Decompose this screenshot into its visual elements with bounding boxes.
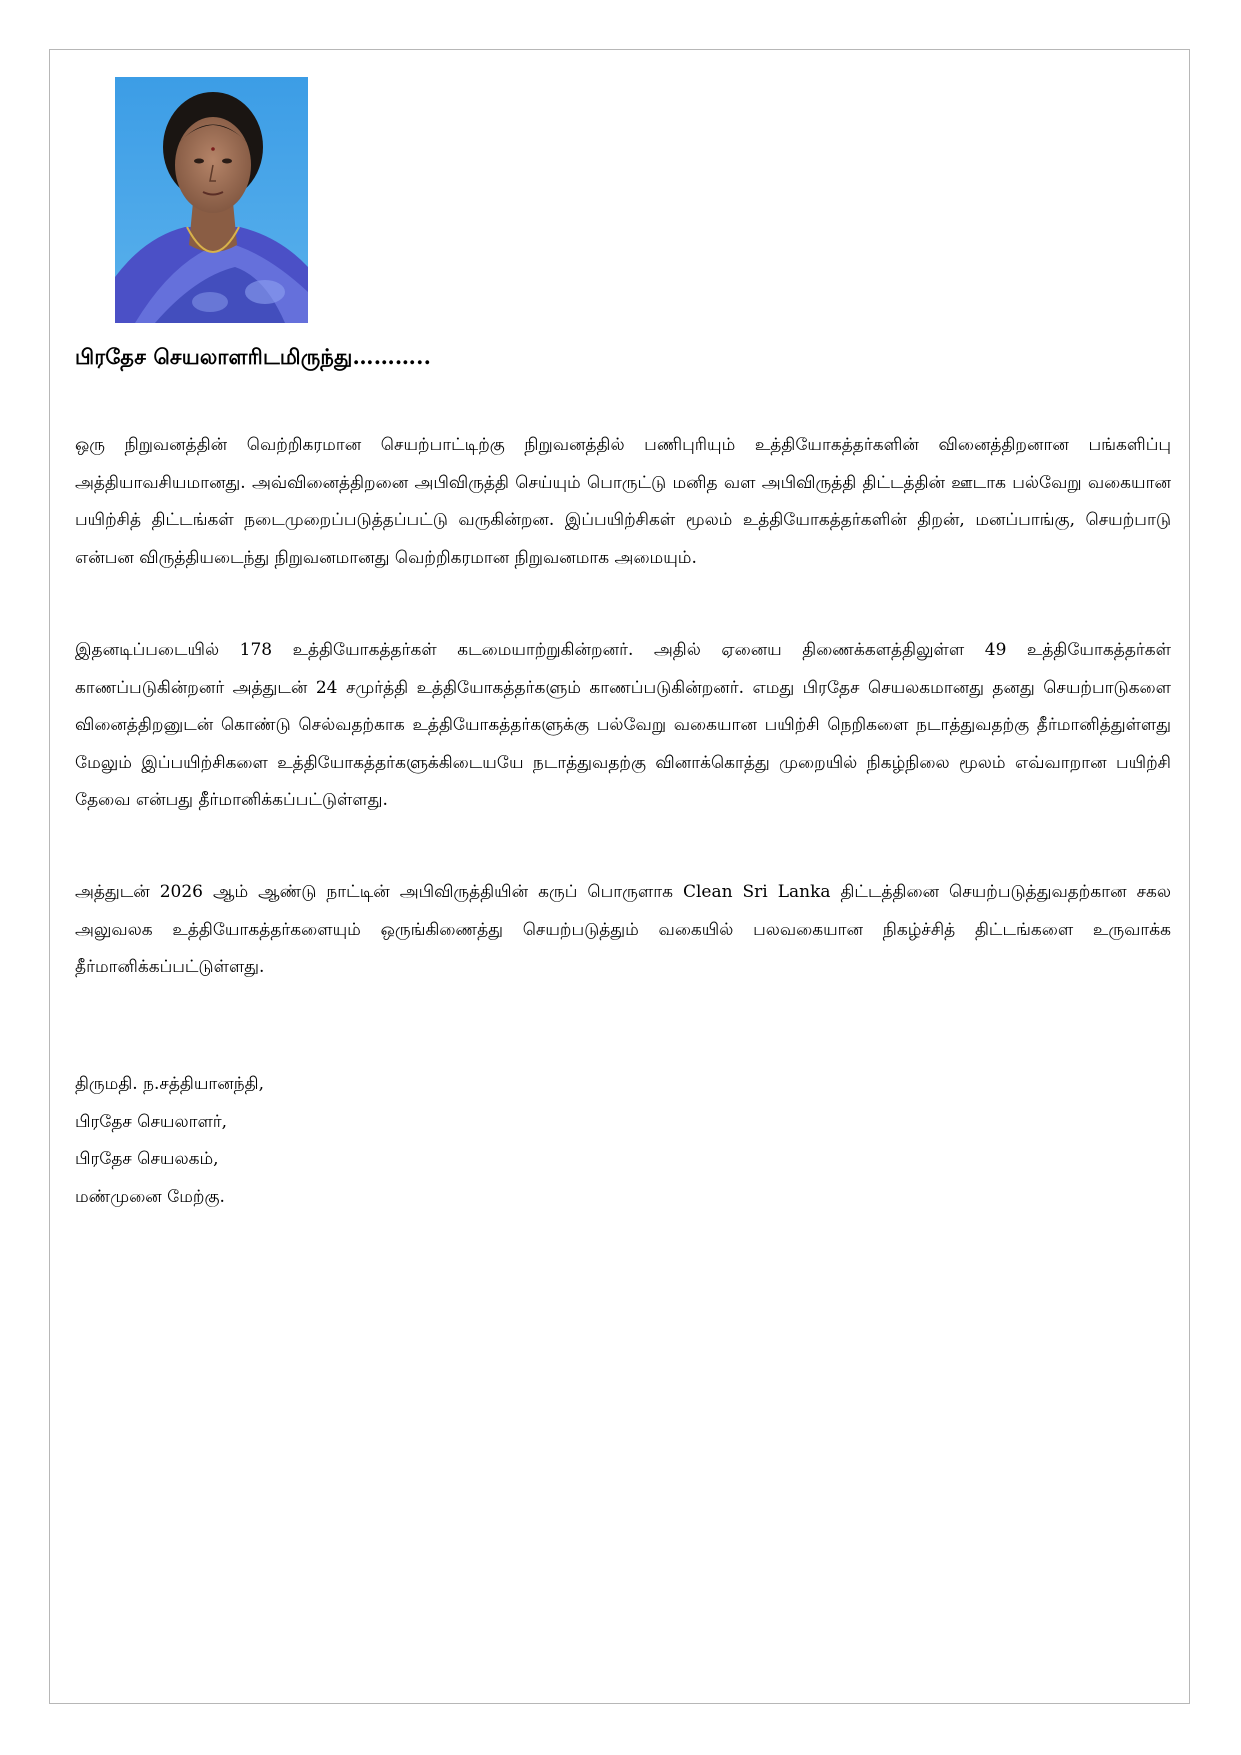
signature-office: பிரதேச செயலகம்,	[75, 1149, 219, 1169]
signature-block	[75, 1066, 264, 1216]
paragraph-staff: இதனடிப்படையில் 178 உத்தியோகத்தர்கள் கடமையாற்றுகின்றனர். அதில் ஏனைய திணைக்களத்திலுள்ள 49 உத்தியோகத்தர்கள் காணப்படுகின்றனர் அத்துடன் 24 சமுர்த்தி உத்தியோகத்தர்களும் காணப்படுகின்றனர். எமது பிரதேச செயலகமானது தனது செயற்பாடுகளை வினைத்திறனுடன் கொண்டு செல்வதற்காக உத்தியோகத்தர்களுக்கு பல்வேறு வகையான பயிற்சி நெறிகளை நடாத்துவதற்கு தீர்மானித்துள்ளது மேலும் இப்பயிற்சிகளை உத்தியோகத்தர்களுக்கிடையயே நடாத்துவதற்கு வினாக்கொத்து முறையில் நிகழ்நிலை மூலம் எவ்வாறான பயிற்சி தேவை என்பது தீர்மானிக்கப்பட்டுள்ளது.	[75, 640, 1171, 810]
signature-name: திருமதி. ந.சத்தியானந்தி,	[75, 1074, 265, 1094]
page-heading: பிரதேச செயலாளரிடமிருந்து………..	[75, 344, 432, 369]
paragraph-intro: ஒரு நிறுவனத்தின் வெற்றிகரமான செயற்பாட்டிற்கு நிறுவனத்தில் பணிபுரியும் உத்தியோகத்தர்களின் வினைத்திறனான பங்களிப்பு அத்தியாவசியமானது. அவ்வினைத்திறனை அபிவிருத்தி செய்யும் பொருட்டு மனித வள அபிவிருத்தி திட்டத்தின் ஊடாக பல்வேறு வகையான பயிற்சித் திட்டங்கள் நடைமுறைப்படுத்தப்பட்டு வருகின்றன. இப்பயிற்சிகள் மூலம் உத்தியோகத்தர்களின் திறன், மனப்பாங்கு, செயற்பாடு என்பன விருத்தியடைந்து நிறுவனமானது வெற்றிகரமான நிறுவனமாக அமையும்.	[75, 435, 1171, 568]
paragraph-clean-sri-lanka: அத்துடன் 2026 ஆம் ஆண்டு நாட்டின் அபிவிருத்தியின் கருப் பொருளாக Clean Sri Lanka திட்டத்தினை செயற்படுத்துவதற்கான சகல அலுவலக உத்தியோகத்தர்களையும் ஒருங்கிணைத்து செயற்படுத்தும் வகையில் பலவகையான நிகழ்ச்சித் திட்டங்களை உருவாக்க தீர்மானிக்கப்பட்டுள்ளது.	[75, 882, 1171, 977]
portrait-photo	[115, 77, 308, 323]
signature-title: பிரதேச செயலாளர்,	[75, 1111, 228, 1132]
signature-location: மண்முனை மேற்கு.	[75, 1186, 225, 1207]
